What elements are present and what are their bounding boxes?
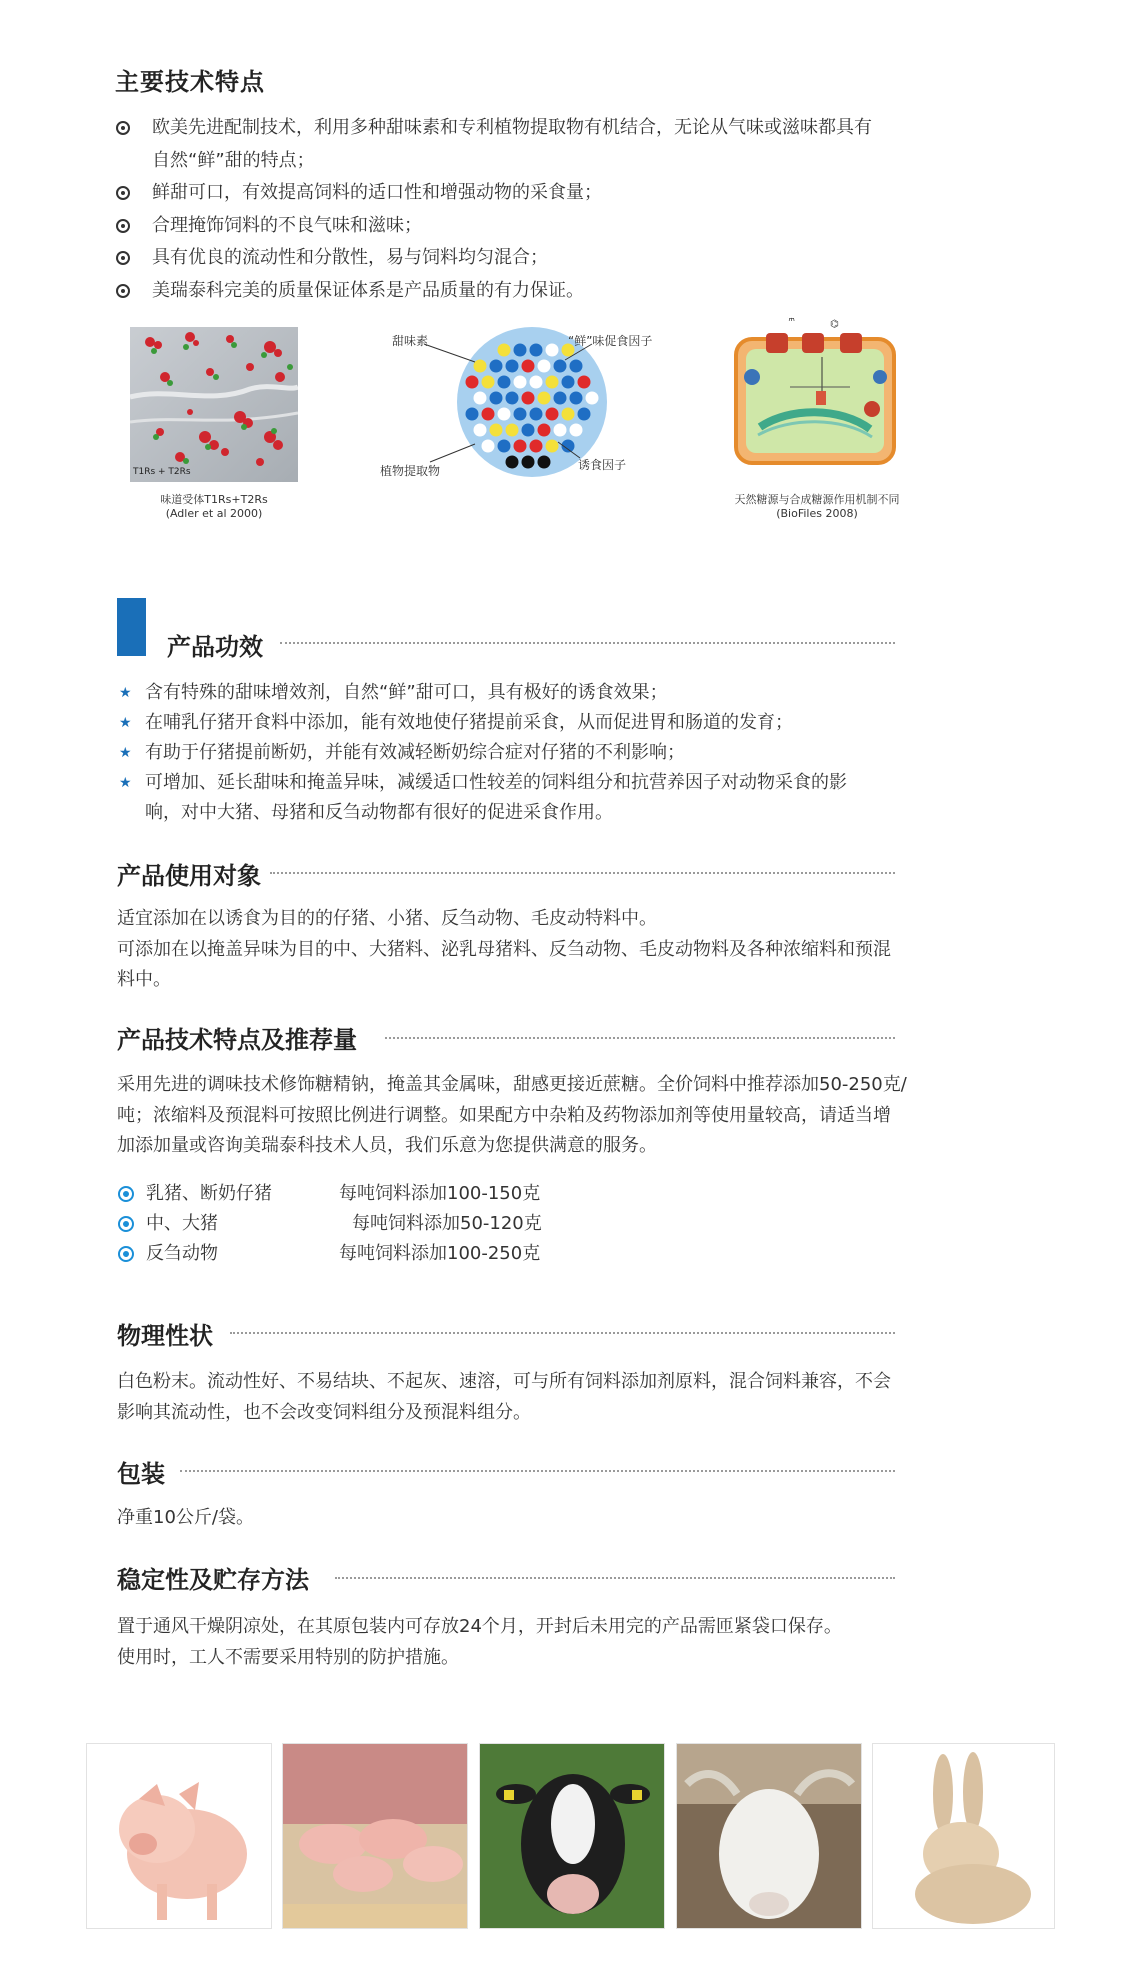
piglet-photo [86, 1743, 272, 1929]
packaging-title: 包装 [117, 1454, 171, 1489]
star-icon: ★ [119, 685, 132, 701]
label-umami: “鲜”味促食因子 [568, 334, 653, 348]
feature-item: 欧美先进配制技术，利用多种甜味素和专利植物提取物有机结合，无论从气味或滋味都具有自然“鲜”甜的特点； [115, 112, 872, 177]
storage-title: 稳定性及贮存方法 [117, 1560, 315, 1595]
star-icon: ★ [119, 775, 132, 791]
svg-text:⌬: ⌬ [830, 319, 839, 330]
rabbit-photo [872, 1743, 1055, 1929]
efficacy-item: ★ 在哺乳仔猪开食料中添加，能有效地使仔猪提前采食，从而促进胃和肠道的发育； [115, 708, 895, 738]
storage-text: 置于通风干燥阴凉处，在其原包装内可存放24个月，开封后未用完的产品需匝紧袋口保存。 使用时，工人不需要采用特别的防护措施。 [117, 1616, 842, 1668]
section-divider [385, 1037, 895, 1039]
efficacy-item: ★ 含有特殊的甜味增效剂，自然“鲜”甜可口，具有极好的诱食效果； [115, 678, 895, 708]
section-divider [180, 1470, 895, 1472]
dosage-title: 产品技术特点及推荐量 [117, 1020, 363, 1055]
nursing-piglets-photo [282, 1743, 468, 1929]
dosage-text: 采用先进的调味技术修饰糖精钠，掩盖其金属味，甜感更接近蔗糖。全价饲料中推荐添加50-250克/吨；浓缩料及预混料可按照比例进行调整。如果配方中杂粕及药物添加剂等使用量较高，请适当增加添加量或咨询美瑞泰科技术人员，我们乐意为您提供满意的服务。 [117, 1074, 907, 1156]
main-features-list [115, 112, 875, 307]
cell-diagram-image [730, 317, 900, 469]
efficacy-item: ★ 有助于仔猪提前断奶，并能有效减轻断奶综合症对仔猪的不利影响； [115, 738, 895, 768]
circle-bullet-icon [116, 251, 130, 265]
dosage-row: 中、大猪 每吨饲料添加50-120克 [118, 1209, 618, 1239]
micrograph-inset-label: T1Rs + T2Rs [133, 467, 191, 477]
ingredients-circle-diagram [380, 322, 680, 482]
circle-bullet-icon [116, 219, 130, 233]
dosage-row: 乳猪、断奶仔猪 每吨饲料添加100-150克 [118, 1179, 618, 1209]
feature-item: 美瑞泰科完美的质量保证体系是产品质量的有力保证。 [115, 275, 875, 308]
star-icon: ★ [119, 745, 132, 761]
section-accent-bar [117, 598, 146, 656]
cell-mechanism-figure [730, 317, 900, 469]
feature-item: 合理掩饰饲料的不良气味和滋味； [115, 210, 875, 243]
circle-bullet-icon [116, 186, 130, 200]
efficacy-title: 产品功效 [167, 627, 269, 662]
label-leader-lines [380, 322, 680, 482]
label-sweetener: 甜味素 [392, 334, 429, 348]
svg-text:⚗: ⚗ [786, 317, 795, 324]
cow-photo [479, 1743, 665, 1929]
star-icon: ★ [119, 715, 132, 731]
dot-bullet-icon [118, 1216, 134, 1232]
section-divider [270, 872, 895, 874]
micrograph-image [130, 327, 298, 482]
packaging-text: 净重10公斤/袋。 [117, 1507, 254, 1528]
efficacy-item: ★ 可增加、延长甜味和掩盖异味，减缓适口性较差的饲料组分和抗营养因子对动物采食的影响，对中大猪、母猪和反刍动物都有很好的促进采食作用。 [115, 768, 875, 828]
section-divider [280, 642, 895, 644]
dosage-row: 反刍动物 每吨饲料添加100-250克 [118, 1239, 618, 1269]
label-attractant: 诱食因子 [578, 458, 627, 472]
section-divider [230, 1332, 895, 1334]
label-plant-extract: 植物提取物 [380, 464, 441, 478]
fig3-caption: 天然糖源与合成糖源作用机制不同 (BioFiles 2008) [734, 493, 900, 520]
physical-text: 白色粉末。流动性好、不易结块、不起灰、速溶，可与所有饲料添加剂原料，混合饲料兼容，不会影响其流动性，也不会改变饲料组分及预混料组分。 [117, 1371, 891, 1423]
targets-title: 产品使用对象 [117, 856, 267, 891]
feature-item: 具有优良的流动性和分散性，易与饲料均匀混合； [115, 242, 875, 275]
dot-bullet-icon [118, 1186, 134, 1202]
taste-receptor-figure [130, 327, 298, 482]
dot-bullet-icon [118, 1246, 134, 1262]
goat-photo [676, 1743, 862, 1929]
targets-text: 适宜添加在以诱食为目的的仔猪、小猪、反刍动物、毛皮动特料中。 可添加在以掩盖异味为目的中、大猪料、泌乳母猪料、反刍动物、毛皮动物料及各种浓缩料和预混料中。 [117, 908, 891, 990]
main-features-title: 主要技术特点 [115, 68, 265, 96]
physical-title: 物理性状 [117, 1316, 219, 1351]
circle-bullet-icon [116, 284, 130, 298]
circle-bullet-icon [116, 121, 130, 135]
feature-item: 鲜甜可口，有效提高饲料的适口性和增强动物的采食量； [115, 177, 875, 210]
efficacy-list [115, 678, 895, 828]
fig1-caption: 味道受体T1Rs+T2Rs (Adler et al 2000) [160, 493, 268, 520]
section-divider [335, 1577, 895, 1579]
